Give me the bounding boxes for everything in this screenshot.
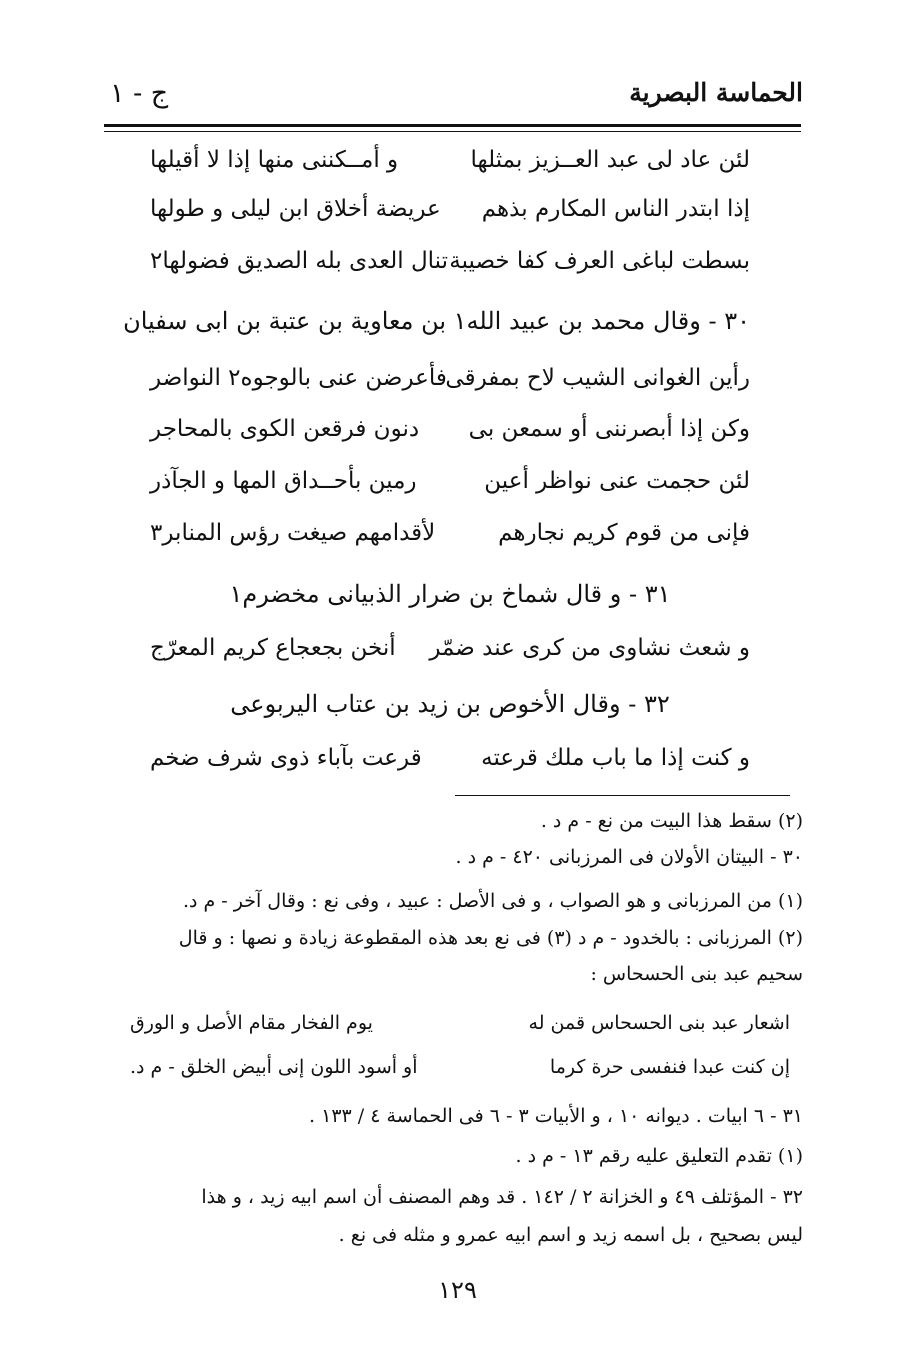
page-number: ١٢٩ xyxy=(438,1276,477,1304)
footnote: ٣٠ - البيتان الأولان فى المرزبانى ٤٢٠ - م د . xyxy=(455,846,803,868)
footnote: (٢) سقط هذا البيت من نع - م د . xyxy=(540,810,803,832)
verse-first-hemistich: و شعث نشاوى من كرى عند ضمّر xyxy=(429,635,750,661)
verse-second-hemistich: أنخن بجعجاع كريم المعرّج xyxy=(150,635,396,661)
verse-second-hemistich: تنال العدى بله الصديق فضولها٢ xyxy=(150,248,449,274)
volume-label: ج - ١ xyxy=(110,78,169,109)
footnote-verse xyxy=(130,1056,790,1090)
verse-second-hemistich: لأقدامهم صيغت رؤس المنابر٣ xyxy=(150,520,436,546)
verse-second-hemistich: قرعت بآباء ذوى شرف ضخم xyxy=(150,745,422,771)
verse-second-hemistich: عريضة أخلاق ابن ليلى و طولها xyxy=(150,196,441,222)
header-rule-thin xyxy=(104,131,801,132)
verse-line xyxy=(150,520,750,564)
verse-second-hemistich: و أمــكننى منها إذا لا أقيلها xyxy=(150,147,399,173)
verse-first-hemistich: بسطت لباغى العرف كفا خصيبة xyxy=(449,248,750,274)
header-rule xyxy=(104,124,801,127)
verse-first-hemistich: إن كنت عبدا فنفسى حرة كرما xyxy=(549,1056,790,1078)
section-heading-31: ٣١ - و قال شماخ بن ضرار الذبيانى مخضرم١ xyxy=(229,580,671,608)
section-heading-32: ٣٢ - وقال الأخوص بن زيد بن عتاب اليربوعى xyxy=(230,690,670,718)
footnote: (١) من المرزبانى و هو الصواب ، و فى الأصل : عبيد ، وفى نع : وقال آخر - م د. xyxy=(182,890,803,912)
verse-first-hemistich: لئن عاد لى عبد العــزيز بمثلها xyxy=(470,147,750,173)
verse-first-hemistich: فإنى من قوم كريم نجارهم xyxy=(498,520,750,546)
footnote-verse xyxy=(130,1012,790,1046)
verse-first-hemistich: إذا ابتدر الناس المكارم بذهم xyxy=(481,196,750,222)
verse-second-hemistich: رمين بأحــداق المها و الجآذر xyxy=(150,468,417,494)
verse-second-hemistich: يوم الفخار مقام الأصل و الورق xyxy=(130,1012,373,1034)
footnote: (٢) المرزبانى : بالخدود - م د (٣) فى نع بعد هذه المقطوعة زيادة و نصها : و قال xyxy=(178,927,803,949)
verse-first-hemistich: رأين الغوانى الشيب لاح بمفرقى xyxy=(445,365,750,391)
verse-line xyxy=(150,365,750,409)
footnote: ٣١ - ٦ ابيات . ديوانه ١٠ ، و الأبيات ٣ - ٦ فى الحماسة ٤ / ١٣٣ . xyxy=(309,1105,803,1127)
verse-second-hemistich: فأعرضن عنى بالوجوه٢ النواضر xyxy=(150,365,447,391)
verse-first-hemistich: وكن إذا أبصرننى أو سمعن بى xyxy=(468,416,750,442)
verse-line xyxy=(150,196,750,240)
footnote-rule xyxy=(455,795,790,796)
verse-line xyxy=(150,468,750,512)
verse-second-hemistich: أو أسود اللون إنى أبيض الخلق - م د. xyxy=(130,1056,418,1078)
footnote: سحيم عبد بنى الحسحاس : xyxy=(590,963,803,985)
verse-first-hemistich: و كنت إذا ما باب ملك قرعته xyxy=(481,745,750,771)
verse-second-hemistich: دنون فرقعن الكوى بالمحاجر xyxy=(150,416,420,442)
book-title: الحماسة البصرية xyxy=(629,78,803,107)
verse-first-hemistich: لئن حجمت عنى نواظر أعين xyxy=(484,468,750,494)
footnote: (١) تقدم التعليق عليه رقم ١٣ - م د . xyxy=(515,1145,803,1167)
verse-line xyxy=(150,248,750,292)
section-heading-30: ٣٠ - وقال محمد بن عبيد الله١ بن معاوية بن عتبة بن ابى سفيان xyxy=(123,307,750,335)
verse-line xyxy=(150,635,750,679)
verse-line xyxy=(150,745,750,789)
verse-line xyxy=(150,416,750,460)
footnote: ٣٢ - المؤتلف ٤٩ و الخزانة ٢ / ١٤٢ . قد وهم المصنف أن اسم ابيه زيد ، و هذا xyxy=(201,1186,803,1208)
verse-first-hemistich: اشعار عبد بنى الحسحاس قمن له xyxy=(528,1012,790,1034)
verse-line xyxy=(150,147,750,191)
running-head xyxy=(110,78,803,118)
footnote: ليس بصحيح ، بل اسمه زيد و اسم ابيه عمرو و مثله فى نع . xyxy=(338,1224,803,1246)
